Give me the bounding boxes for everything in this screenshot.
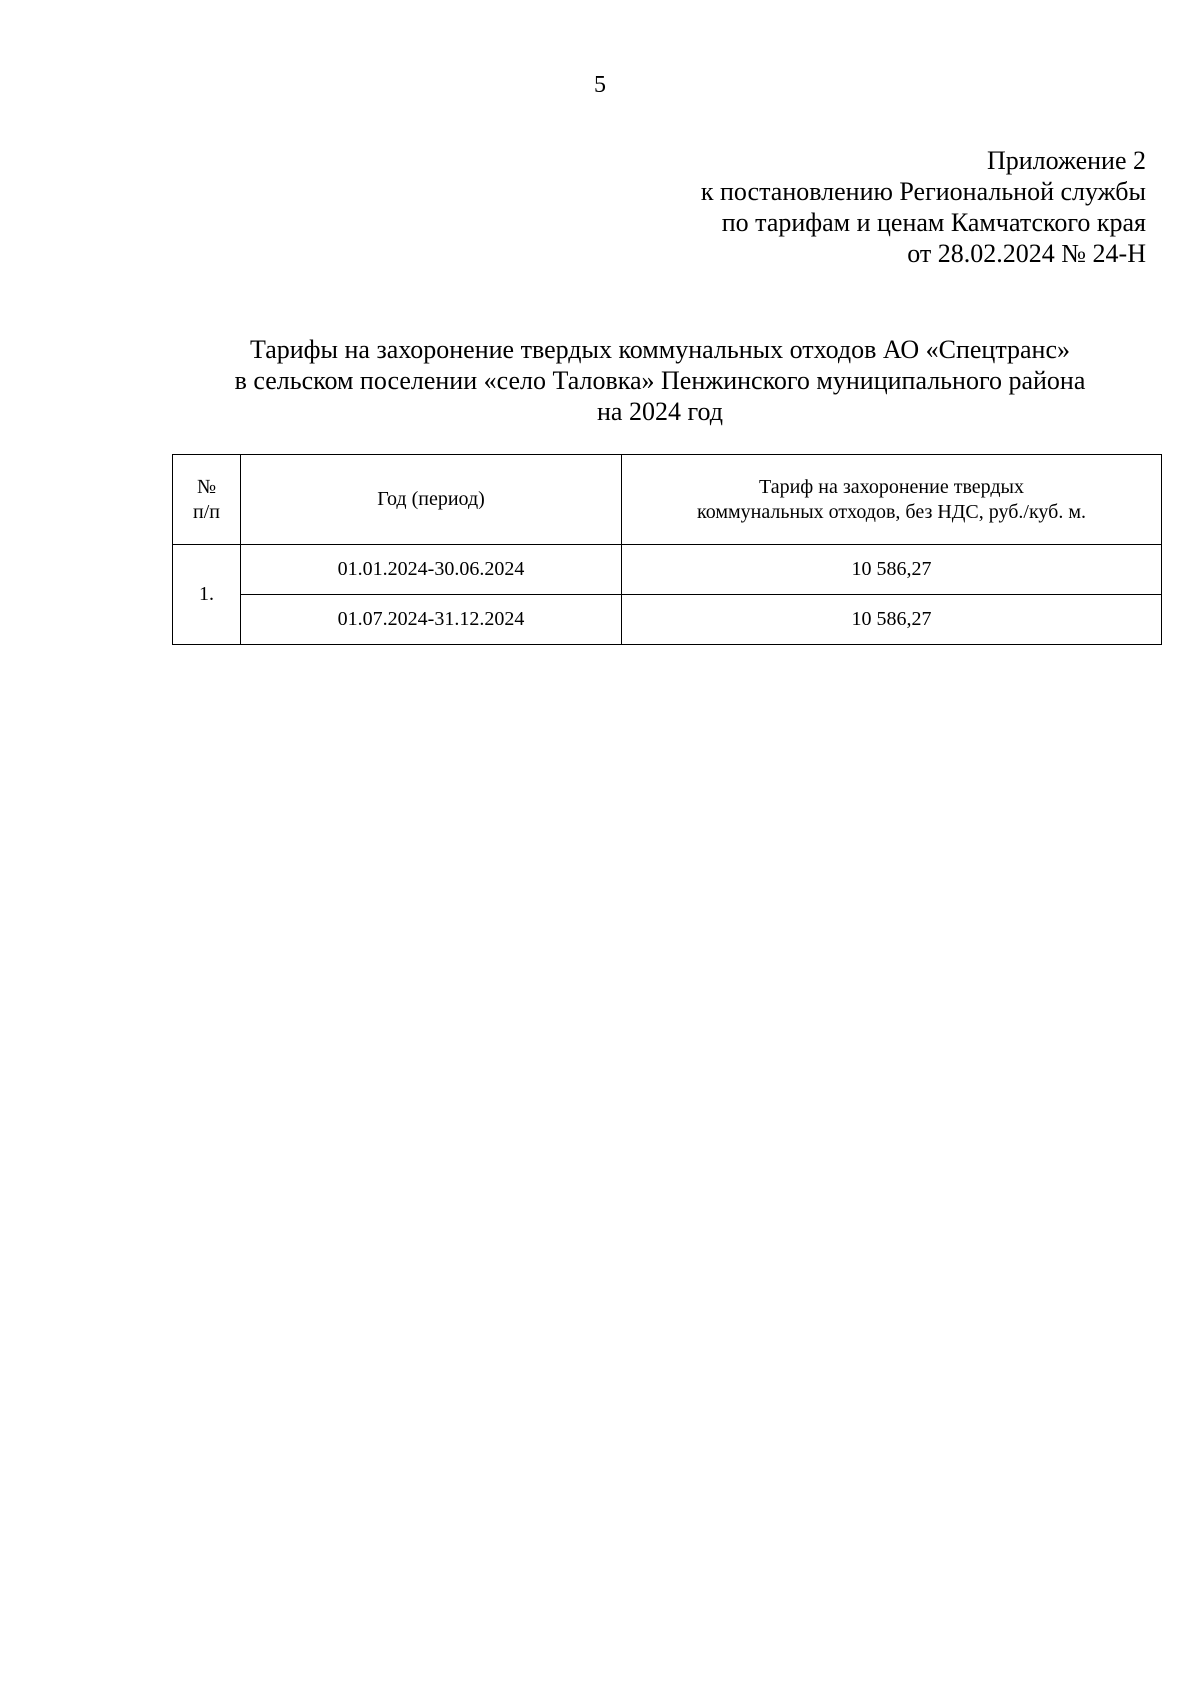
header-period: Год (период) [241,455,622,545]
tariff-cell: 10 586,27 [622,595,1162,645]
period-cell: 01.01.2024-30.06.2024 [241,545,622,595]
header-tariff [622,455,1162,545]
header-number-line: п/п [193,500,220,523]
header-tariff-line: Тариф на захоронение твердых [758,475,1024,498]
header-number [173,455,241,545]
document-title [120,334,1200,427]
period-cell: 01.07.2024-31.12.2024 [241,595,622,645]
table-header-row [173,455,1162,545]
title-line: в сельском поселении «село Таловка» Пенжинского муниципального района [234,366,1086,395]
appendix-line: Приложение 2 [986,146,1146,175]
appendix-note [701,145,1146,269]
appendix-line: к постановлению Региональной службы [700,177,1146,206]
table-row [173,545,1162,595]
tariff-cell: 10 586,27 [622,545,1162,595]
appendix-line: от 28.02.2024 № 24-Н [907,239,1146,268]
tariff-table [172,454,1162,645]
table-row [173,595,1162,645]
appendix-line: по тарифам и ценам Камчатского края [721,208,1146,237]
title-line: на 2024 год [597,397,723,426]
header-tariff-line: коммунальных отходов, без НДС, руб./куб. м. [697,500,1086,523]
title-line: Тарифы на захоронение твердых коммунальных отходов АО «Спецтранс» [249,335,1071,364]
row-number-cell: 1. [173,545,241,645]
page-number: 5 [594,72,606,98]
header-number-line: № [196,475,217,498]
